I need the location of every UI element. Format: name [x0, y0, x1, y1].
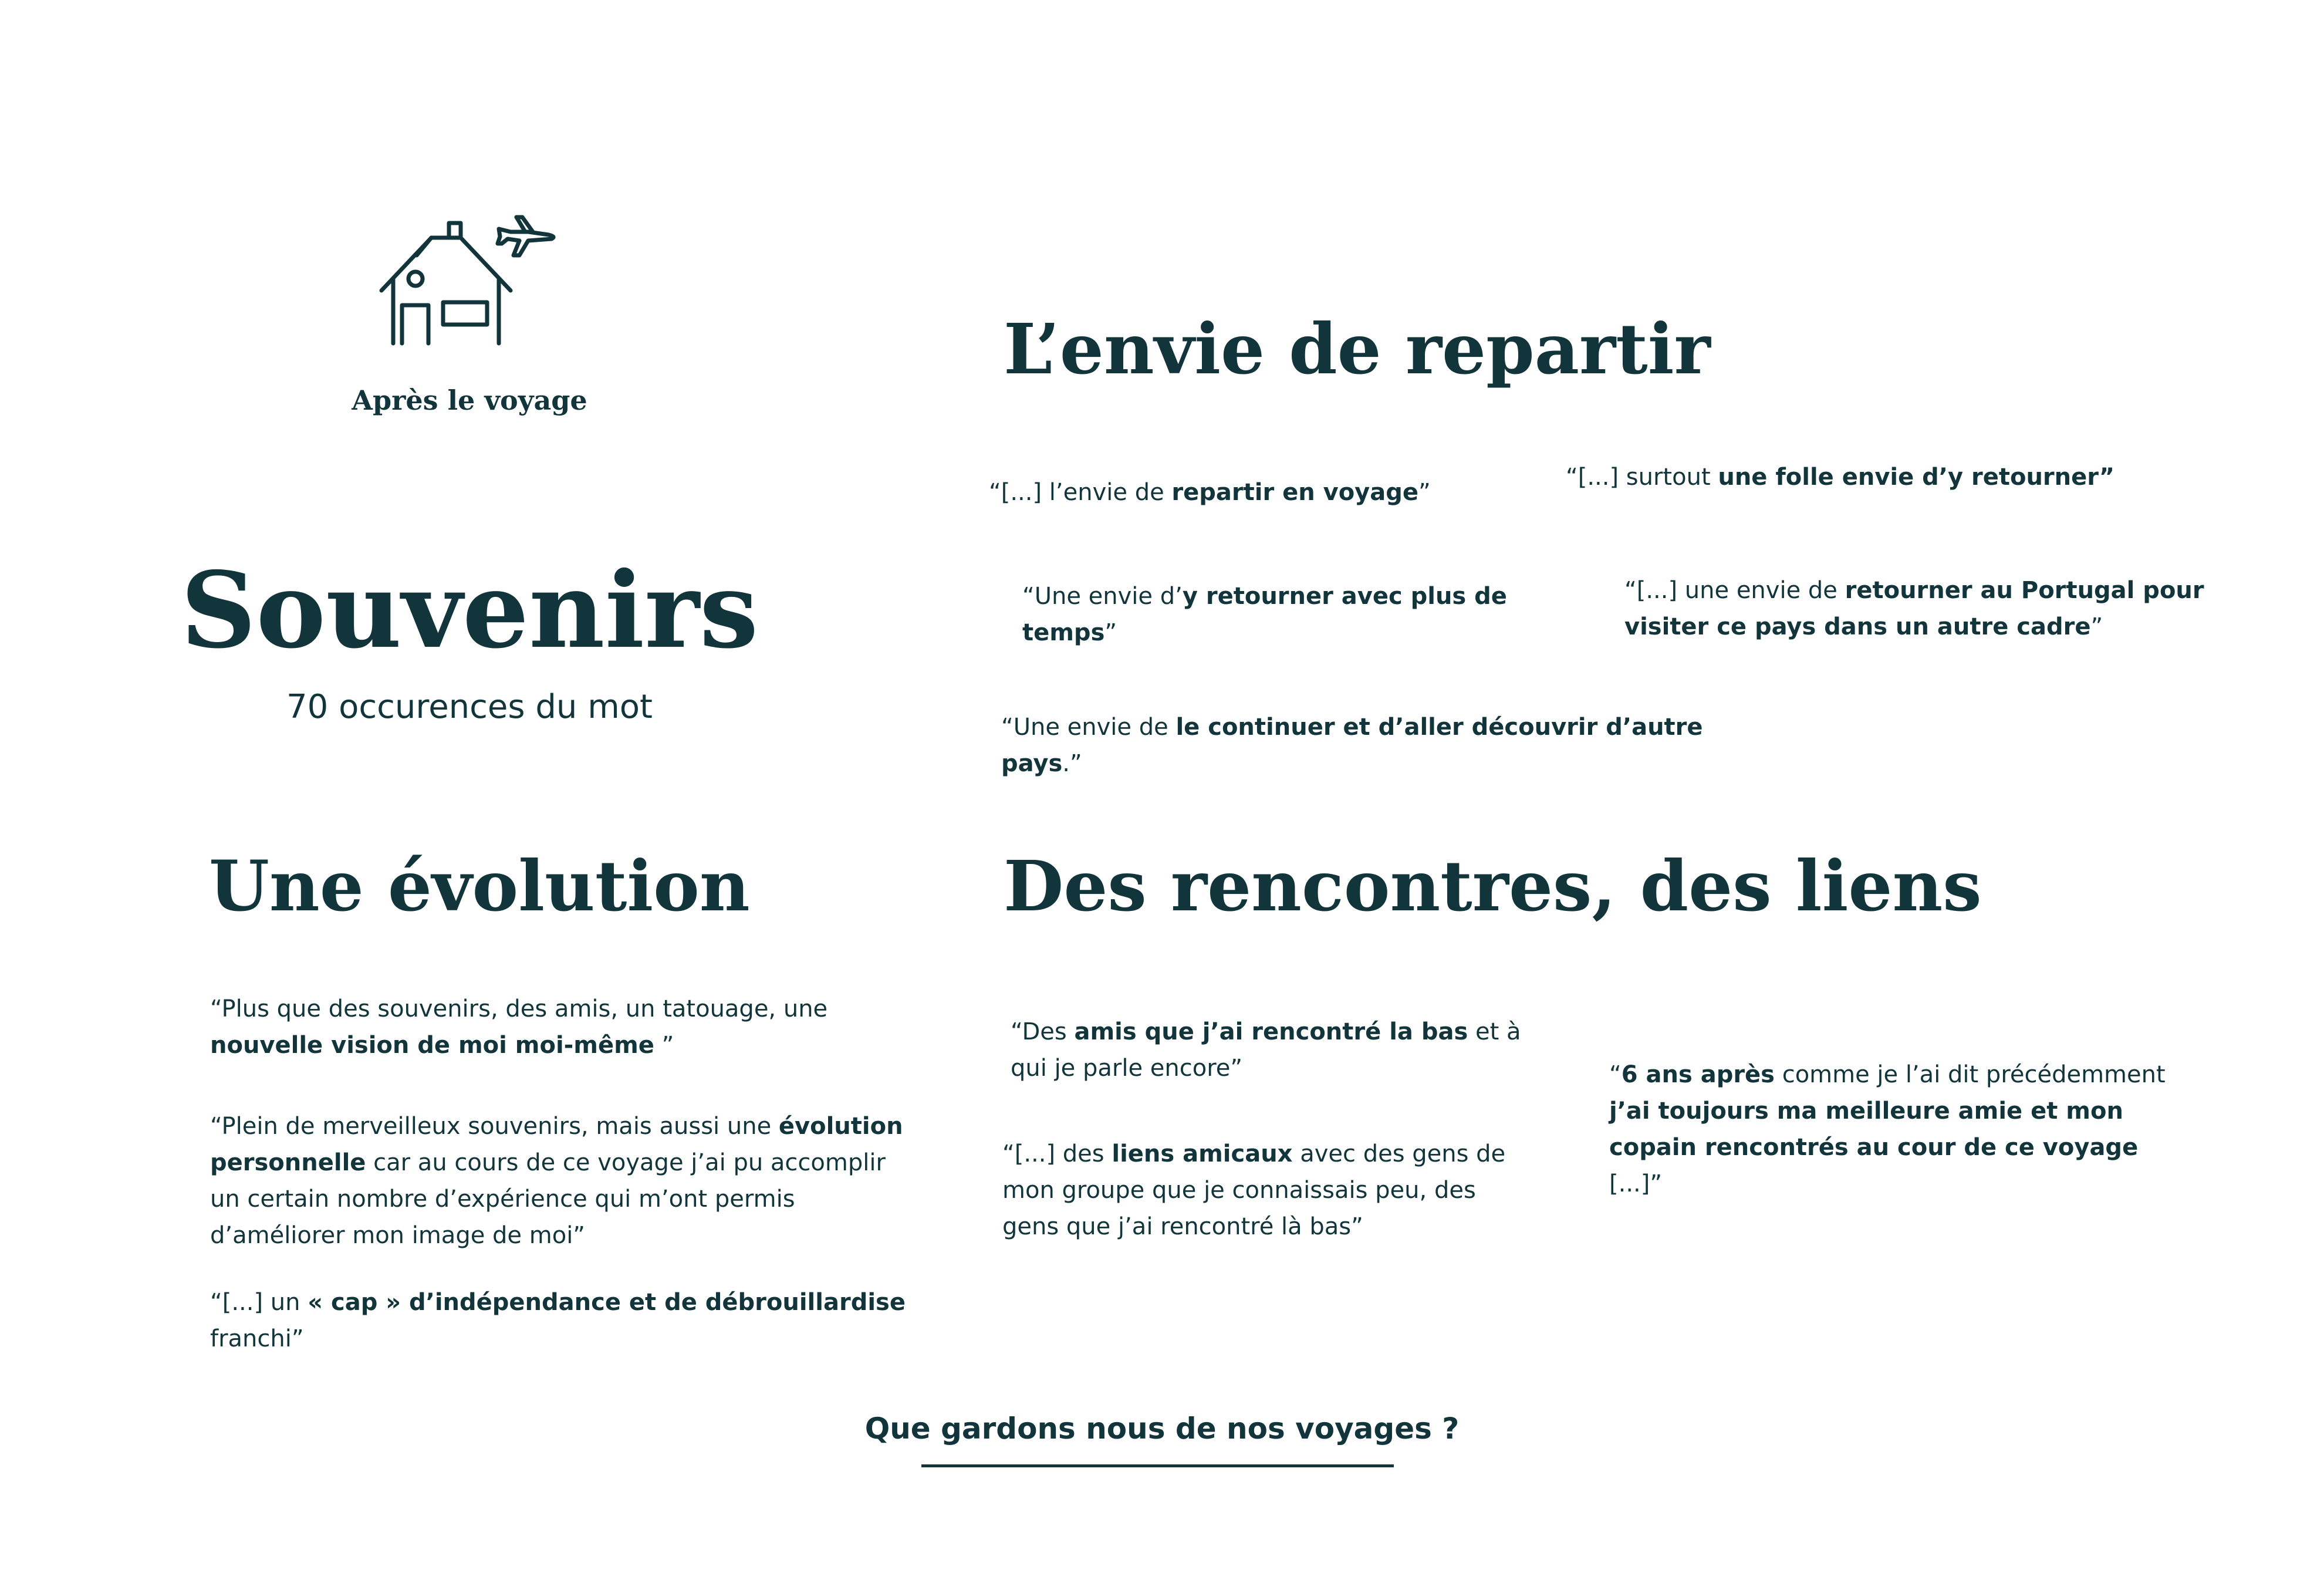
quote-highlight: le continuer et d’aller découvrir d’autre pays: [1001, 714, 1703, 777]
quote-highlight: repartir en voyage: [1171, 479, 1419, 506]
quote-envie-3: [1022, 578, 1551, 651]
quote-text: ”: [1104, 619, 1117, 646]
house-with-airplane-icon: [376, 197, 563, 349]
quote-envie-2: [1566, 459, 2211, 495]
quote-evolution-3: [210, 1284, 914, 1357]
quote-highlight: « cap » d’indépendance et de débrouillardise: [308, 1289, 906, 1316]
quote-envie-5: [1001, 709, 1764, 782]
quote-rencontres-3: [1609, 1056, 2196, 1202]
section-title-evolution: Une évolution: [209, 845, 750, 927]
quote-highlight: 6 ans après: [1621, 1061, 1775, 1088]
quote-text: “[...] l’envie de: [989, 479, 1172, 506]
quote-text: [...]”: [1609, 1170, 1663, 1197]
quote-envie-1: [989, 474, 1517, 511]
quote-rencontres-2: [1002, 1136, 1531, 1245]
quote-text: “[...] surtout: [1566, 464, 1718, 491]
quote-text: avec des gens de mon groupe que je connaissais peu, des gens que j’ai rencontré là bas”: [1002, 1140, 1506, 1240]
quote-text: comme je l’ai dit précédemment: [1774, 1061, 2166, 1088]
quote-rencontres-1: [1011, 1014, 1527, 1086]
section-title-envie: L’envie de repartir: [1004, 308, 1711, 390]
quote-text: ”: [2090, 613, 2103, 640]
quote-text: “[...] un: [210, 1289, 308, 1316]
footer-link-underline: [921, 1464, 1394, 1467]
quote-text: “: [1609, 1061, 1622, 1088]
quote-text: ”: [1418, 479, 1431, 506]
footer-link[interactable]: Que gardons nous de nos voyages ?: [864, 1412, 1460, 1446]
quote-evolution-1: [210, 991, 903, 1064]
quote-highlight: amis que j’ai rencontré la bas: [1074, 1018, 1468, 1045]
quote-text: et à qui je parle encore”: [1011, 1018, 1521, 1082]
quote-text: car au cours de ce voyage j’ai pu accomplir un certain nombre d’expérience qui m’ont permis d’améliorer mon image de moi”: [210, 1149, 886, 1249]
quote-envie-4: [1624, 572, 2247, 645]
quote-evolution-2: [210, 1108, 914, 1254]
quote-highlight: y retourner avec plus de temps: [1022, 583, 1507, 646]
quote-text: “[...] une envie de: [1624, 577, 1845, 604]
quote-highlight: nouvelle vision de moi moi-même: [210, 1032, 654, 1059]
quote-text: franchi”: [210, 1325, 304, 1352]
quote-text: “Plus que des souvenirs, des amis, un tatouage, une: [210, 995, 828, 1022]
quote-text: “Une envie de: [1001, 714, 1176, 741]
quote-highlight: liens amicaux: [1112, 1140, 1293, 1167]
section-title-rencontres: Des rencontres, des liens: [1004, 845, 1982, 927]
quote-highlight: une folle envie d’y retourner”: [1718, 464, 2115, 491]
quote-text: “[...] des: [1002, 1140, 1112, 1167]
quote-text: “Une envie d’: [1022, 583, 1183, 610]
occurrence-count: 70 occurences du mot: [286, 688, 653, 726]
page-subtitle: Après le voyage: [352, 384, 587, 416]
quote-text: .”: [1062, 750, 1082, 777]
quote-highlight: j’ai toujours ma meilleure amie et mon copain rencontrés au cour de ce voyage: [1609, 1098, 2139, 1161]
quote-highlight: retourner au Portugal pour visiter ce pays dans un autre cadre: [1624, 577, 2204, 640]
quote-text: “Plein de merveilleux souvenirs, mais aussi une: [210, 1113, 779, 1140]
quote-highlight: évolution personnelle: [210, 1113, 903, 1176]
page-title: Souvenirs: [180, 549, 759, 671]
quote-text: ”: [654, 1032, 674, 1059]
quote-text: “Des: [1011, 1018, 1075, 1045]
